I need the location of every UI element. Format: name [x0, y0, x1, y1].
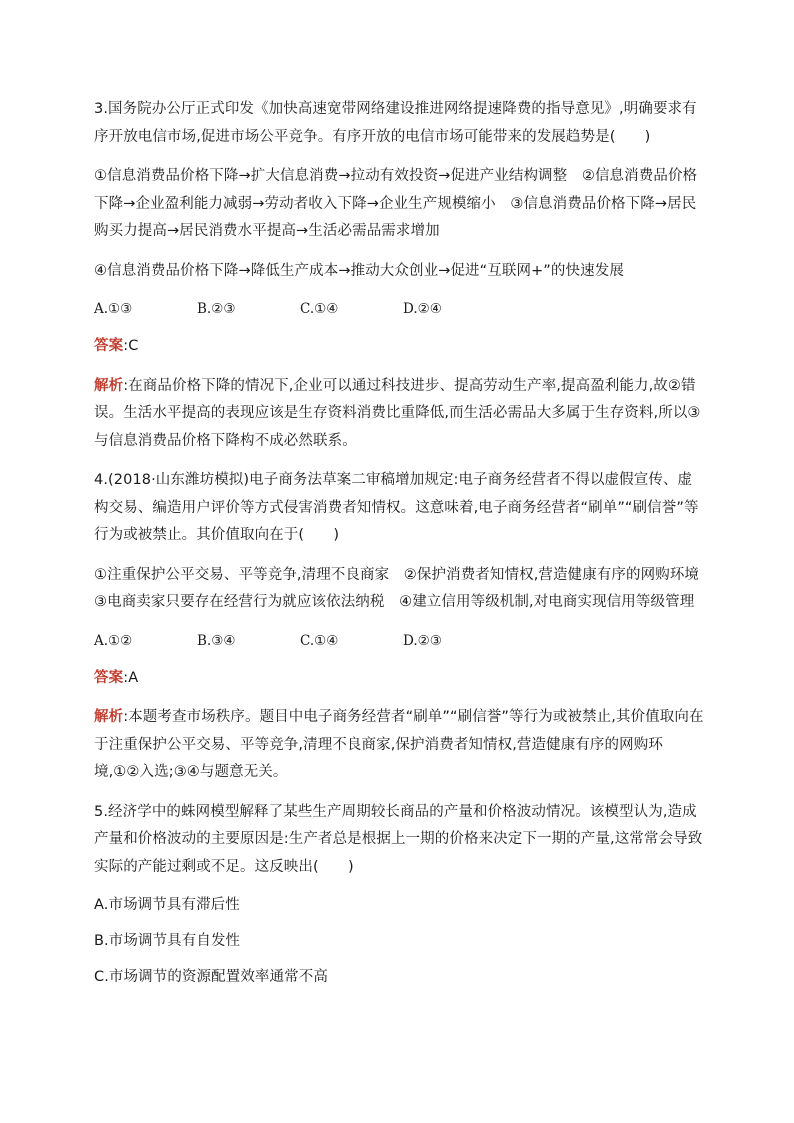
q4-answer	[94, 665, 704, 693]
q3-items-b: ④信息消费品价格下降→降低生产成本→推动大众创业→促进“互联网+”的快速发展	[94, 262, 624, 279]
q3-items-a: ①信息消费品价格下降→扩大信息消费→拉动有效投资→促进产业结构调整 ②信息消费品价格下降→企业盈利能力减弱→劳动者收入下降→企业生产规模缩小 ③信息消费品价格下降→居民购买力提高→居民消费水平提高→生活必需品需求增加	[94, 168, 698, 239]
q3-option-c: C.①④	[300, 301, 339, 317]
q3-option-d: D.②④	[403, 301, 442, 317]
q4-answer-value: :A	[123, 669, 139, 686]
q3-answer	[94, 333, 704, 361]
q3-analysis	[94, 373, 704, 456]
q5-choice-c: C.市场调节的资源配置效率通常不高	[94, 969, 328, 985]
q4-analysis-text: :本题考查市场秩序。题目中电子商务经营者“刷单”“刷信誉”等行为或被禁止,其价值取向在于注重保护公平交易、平等竞争,清理不良商家,保护消费者知情权,营造健康有序的网购环境,①②入选;③④与题意无关。	[94, 709, 704, 780]
q4-answer-label: 答案	[94, 669, 124, 686]
q3-options	[94, 297, 704, 321]
q3-analysis-text: :在商品价格下降的情况下,企业可以通过科技进步、提高劳动生产率,提高盈利能力,故②错误。生活水平提高的表现应该是生存资料消费比重降低,而生活必需品大多属于生存资料,所以③与信息消费品价格下降构不成必然联系。	[94, 377, 701, 449]
q3-stem: 3.国务院办公厅正式印发《加快高速宽带网络建设推进网络提速降费的指导意见》,明确要求有序开放电信市场,促进市场公平竞争。有序开放的电信市场可能带来的发展趋势是( )	[94, 101, 697, 145]
q3-option-a: A.①③	[94, 301, 133, 317]
q5-choice-a: A.市场调节具有滞后性	[94, 897, 240, 913]
q3-option-b: B.②③	[197, 301, 236, 317]
q4-option-d: D.②③	[403, 632, 442, 649]
q4-options	[94, 629, 704, 653]
q3-answer-value: :C	[123, 338, 139, 354]
q4-items: ①注重保护公平交易、平等竞争,清理不良商家 ②保护消费者知情权,营造健康有序的网购环境 ③电商卖家只要存在经营行为就应该依法纳税 ④建立信用等级机制,对电商实现信用等级管理	[94, 566, 714, 610]
q5-stem: 5.经济学中的蛛网模型解释了某些生产周期较长商品的产量和价格波动情况。该模型认为,造成产量和价格波动的主要原因是:生产者总是根据上一期的价格来决定下一期的产量,这常常会导致实际的产能过剩或不足。这反映出( )	[94, 803, 703, 875]
q4-analysis	[94, 704, 704, 787]
q4-stem: 4.(2018·山东潍坊模拟)电子商务法草案二审稿增加规定:电子商务经营者不得以虚假宣传、虚构交易、编造用户评价等方式侵害消费者知情权。这意味着,电子商务经营者“刷单”“刷信誉”等行为或被禁止。其价值取向在于( )	[94, 472, 699, 543]
q4-option-c: C.①④	[300, 632, 339, 649]
q4-option-b: B.③④	[197, 632, 236, 649]
q4-analysis-label: 解析	[94, 709, 124, 725]
q3-analysis-label: 解析	[94, 377, 124, 394]
document-page	[94, 96, 714, 989]
q4-option-a: A.①②	[94, 632, 133, 649]
q3-answer-label: 答案	[94, 338, 124, 354]
q5-choice-b: B.市场调节具有自发性	[94, 933, 241, 949]
